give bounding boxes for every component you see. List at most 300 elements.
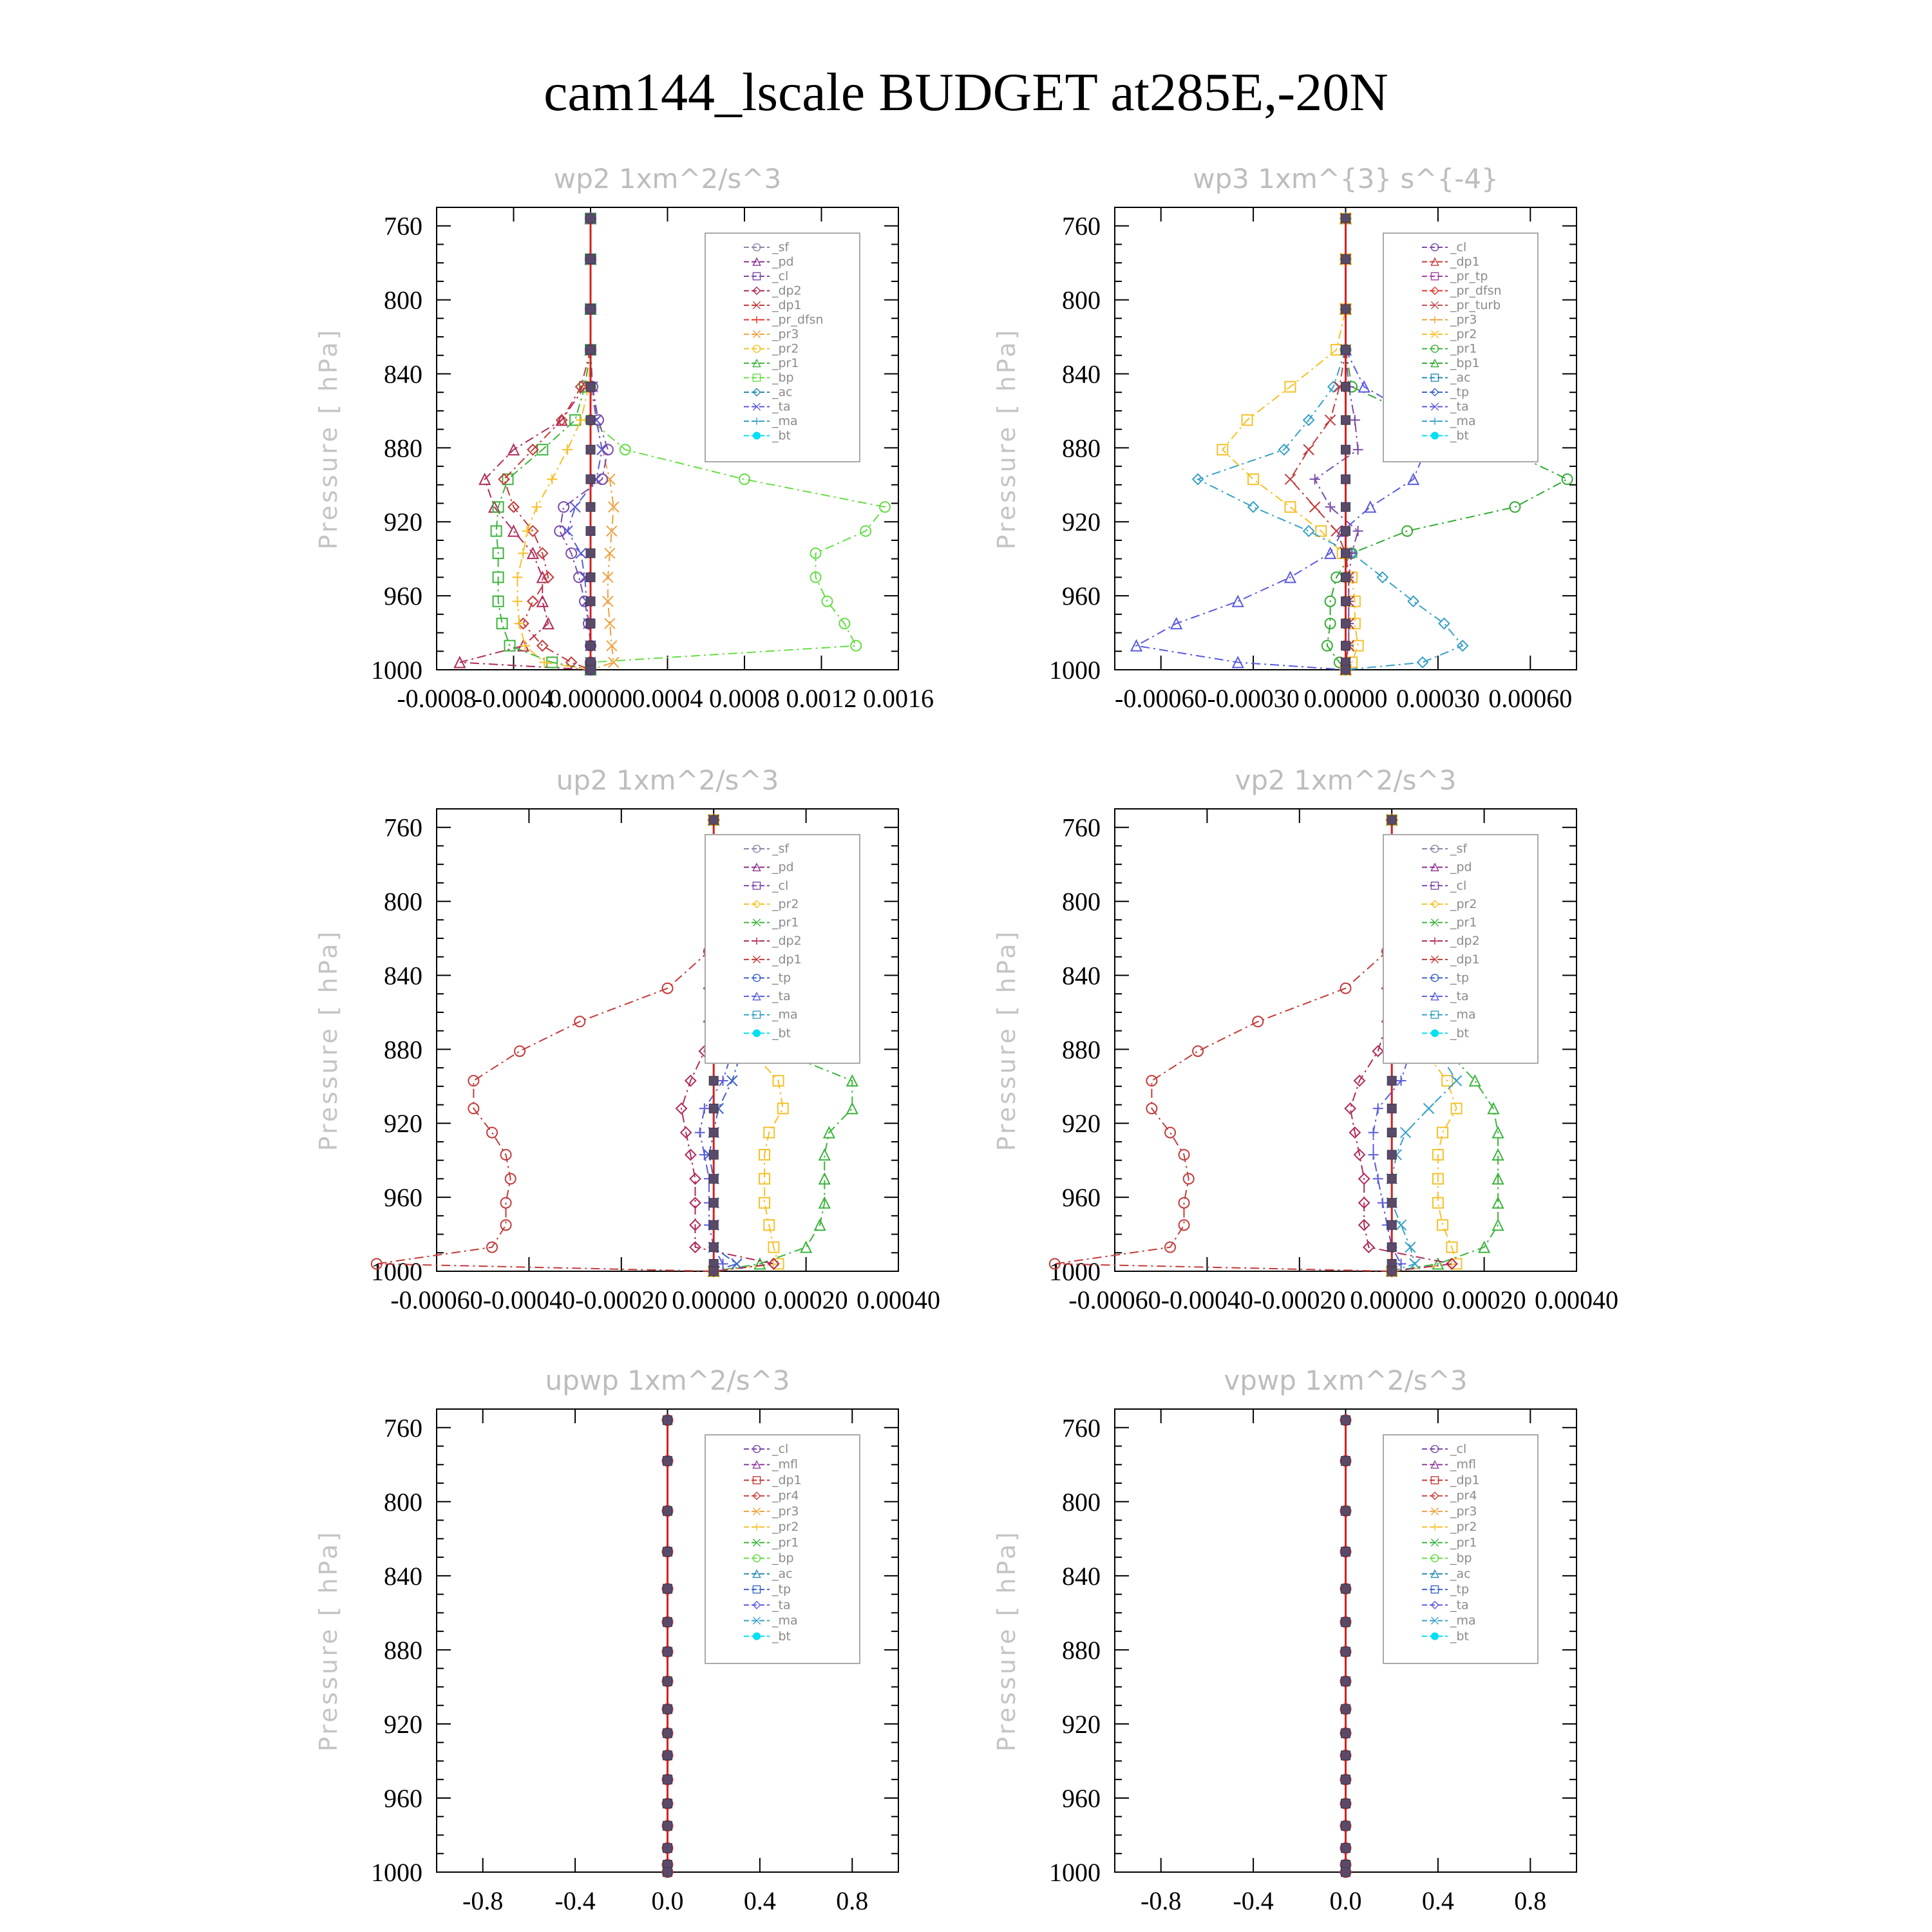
y-tick-label: 840 — [384, 359, 422, 389]
x-tick-label: 0.00000 — [672, 1285, 756, 1314]
legend-label: _pr3 — [1450, 1504, 1477, 1519]
zero-marker — [1341, 1647, 1350, 1656]
x-tick-label: 0.8 — [836, 1886, 869, 1915]
data-point — [801, 1242, 811, 1253]
legend-label: _pr2 — [772, 1520, 799, 1535]
y-axis-label: Pressure [ hPa] — [314, 929, 343, 1151]
legend-label: _bt — [772, 1629, 791, 1643]
legend-label: _cl — [1450, 878, 1467, 893]
legend-marker — [1431, 1029, 1439, 1037]
series-line — [460, 218, 591, 670]
x-tick-label: 0.8 — [1514, 1886, 1547, 1915]
zero-marker — [586, 597, 595, 606]
zero-marker — [709, 1243, 718, 1252]
legend-label: _pr1 — [1450, 1535, 1477, 1550]
legend-label: _cl — [772, 269, 789, 283]
panel-title: vpwp 1xm^2/s^3 — [1224, 1365, 1468, 1396]
x-tick-label: -0.00020 — [575, 1285, 668, 1314]
legend-label: _pr1 — [772, 915, 799, 930]
data-point — [1562, 474, 1573, 484]
legend-label: _ta — [772, 399, 791, 414]
zero-marker — [709, 1174, 718, 1183]
data-point — [1353, 444, 1363, 455]
zero-marker — [1341, 573, 1350, 582]
data-point — [1303, 444, 1314, 455]
legend-label: _ma — [772, 1007, 798, 1022]
data-point — [1353, 526, 1363, 536]
data-point — [603, 444, 613, 455]
zero-marker — [663, 1416, 672, 1425]
legend-label: _dp2 — [1450, 934, 1480, 949]
data-point — [699, 1150, 710, 1160]
legend-label: _ta — [772, 989, 791, 1004]
panel-1 — [314, 163, 934, 713]
y-tick-label: 1000 — [1049, 1858, 1101, 1887]
data-point — [531, 502, 542, 512]
legend-label: _pd — [1450, 860, 1472, 875]
legend-marker — [1431, 432, 1439, 440]
legend-label: _pr_tp — [1450, 269, 1488, 283]
data-point — [1401, 1128, 1411, 1138]
legend-label: _bt — [772, 428, 791, 443]
zero-marker — [709, 1150, 718, 1159]
legend-label: _pr3 — [772, 327, 799, 341]
legend — [1383, 233, 1538, 462]
legend-label: _pr2 — [772, 341, 799, 356]
panel-6 — [992, 1365, 1577, 1915]
zero-marker — [1341, 1868, 1350, 1877]
data-point — [527, 596, 538, 607]
x-tick-label: -0.0008 — [397, 684, 477, 713]
legend-label: _pr1 — [772, 1535, 799, 1550]
legend-label: _ta — [1450, 1598, 1469, 1613]
legend-label: _sf — [772, 842, 790, 856]
y-tick-label: 1000 — [1049, 656, 1101, 685]
data-point — [1424, 1103, 1434, 1113]
data-point — [695, 1128, 705, 1138]
y-axis-label: Pressure [ hPa] — [992, 327, 1021, 550]
data-point — [1353, 641, 1363, 651]
legend-label: _tp — [1450, 971, 1470, 985]
legend-label: _tp — [772, 971, 791, 985]
zero-marker — [1341, 1547, 1350, 1556]
y-tick-label: 920 — [384, 507, 422, 537]
y-tick-label: 960 — [384, 1783, 422, 1813]
legend-label: _mfl — [1450, 1457, 1476, 1472]
legend-label: _pr2 — [1450, 1520, 1477, 1535]
series-line — [1291, 218, 1349, 670]
zero-marker — [1387, 1076, 1396, 1085]
zero-marker — [1341, 1844, 1350, 1853]
zero-marker — [1341, 345, 1350, 354]
zero-marker — [586, 665, 595, 674]
zero-marker — [663, 1821, 672, 1830]
zero-marker — [1341, 1618, 1350, 1627]
legend-label: _ta — [1450, 989, 1469, 1004]
data-point — [1378, 1198, 1388, 1208]
series-line — [1055, 820, 1392, 1271]
zero-marker — [586, 502, 595, 511]
zero-marker — [663, 1647, 672, 1656]
data-point — [1437, 1128, 1448, 1138]
legend-label: _pr4 — [1450, 1488, 1477, 1503]
legend-label: _dp2 — [772, 934, 802, 949]
zero-marker — [1341, 1584, 1350, 1593]
x-tick-label: 0.00000 — [1303, 684, 1388, 713]
y-tick-label: 840 — [384, 961, 422, 990]
zero-marker — [663, 1868, 672, 1877]
legend — [705, 835, 860, 1063]
y-tick-label: 840 — [384, 1561, 422, 1591]
legend-label: _pr3 — [772, 1504, 799, 1519]
x-tick-label: -0.00040 — [1160, 1285, 1254, 1314]
panel-title: wp2 1xm^2/s^3 — [553, 163, 782, 194]
legend — [705, 1435, 860, 1663]
x-tick-label: 0.0008 — [709, 684, 780, 713]
y-tick-label: 800 — [384, 1487, 422, 1517]
legend-label: _ma — [772, 1613, 798, 1628]
y-tick-label: 920 — [384, 1109, 422, 1139]
legend-label: _ma — [772, 414, 798, 428]
y-axis-label: Pressure [ hPa] — [992, 1530, 1021, 1752]
y-tick-label: 880 — [384, 1635, 422, 1665]
legend — [705, 233, 860, 462]
data-point — [514, 618, 524, 629]
x-tick-label: 0.4 — [1421, 1886, 1454, 1915]
panel-title: vp2 1xm^2/s^3 — [1235, 764, 1457, 796]
zero-marker — [1387, 1150, 1396, 1159]
zero-marker — [586, 573, 595, 582]
zero-marker — [1341, 665, 1350, 674]
data-point — [576, 415, 586, 425]
zero-marker — [1341, 445, 1350, 454]
data-point — [1345, 1103, 1356, 1113]
y-tick-label: 800 — [1062, 285, 1101, 315]
zero-marker — [586, 345, 595, 354]
legend-label: _ac — [1450, 370, 1471, 385]
zero-marker — [1341, 305, 1350, 314]
data-point — [1303, 526, 1314, 536]
x-tick-label: 0.0004 — [632, 684, 703, 713]
legend-label: _pd — [772, 860, 794, 875]
panel-3 — [314, 764, 940, 1314]
legend-marker — [753, 432, 761, 440]
legend-label: _pr2 — [772, 896, 799, 911]
legend-label: _bp1 — [1450, 356, 1480, 370]
data-point — [1405, 1242, 1416, 1253]
legend-label: _pr1 — [1450, 341, 1477, 356]
zero-marker — [1341, 1751, 1350, 1760]
data-point — [1396, 1220, 1406, 1230]
series-line — [377, 820, 714, 1271]
data-point — [1439, 618, 1449, 629]
zero-marker — [586, 549, 595, 558]
x-tick-label: 0.4 — [743, 1886, 776, 1915]
legend-label: _dp1 — [772, 298, 802, 312]
data-point — [1325, 415, 1336, 425]
zero-marker — [1341, 383, 1350, 392]
panel-2 — [992, 163, 1577, 713]
zero-marker — [1341, 597, 1350, 606]
x-tick-label: -0.00030 — [1207, 684, 1300, 713]
legend — [1383, 835, 1538, 1063]
zero-marker — [1341, 1821, 1350, 1830]
panel-title: up2 1xm^2/s^3 — [556, 764, 779, 796]
y-tick-label: 920 — [384, 1709, 422, 1739]
zero-marker — [1341, 214, 1350, 223]
zero-marker — [663, 1457, 672, 1466]
y-tick-label: 920 — [1062, 1709, 1101, 1739]
data-point — [1248, 502, 1258, 512]
y-tick-label: 760 — [384, 813, 422, 842]
figure-title: cam144_lscale BUDGET at285E,-20N — [544, 62, 1388, 122]
data-point — [727, 1075, 737, 1086]
legend-label: _ma — [1450, 1613, 1476, 1628]
zero-marker — [1341, 549, 1350, 558]
y-tick-label: 960 — [384, 1183, 422, 1213]
legend-label: _bt — [1450, 1026, 1470, 1041]
y-tick-label: 920 — [1062, 1109, 1101, 1139]
legend-label: _mfl — [772, 1457, 798, 1472]
zero-marker — [709, 1220, 718, 1229]
panel-4 — [992, 764, 1618, 1314]
zero-marker — [1341, 527, 1350, 536]
zero-marker — [663, 1728, 672, 1738]
legend-label: _bt — [772, 1026, 791, 1041]
data-point — [547, 474, 557, 484]
legend-label: _tp — [772, 1582, 791, 1597]
zero-marker — [1387, 1198, 1396, 1208]
y-axis-label: Pressure [ hPa] — [314, 1530, 343, 1752]
y-tick-label: 880 — [384, 433, 422, 463]
data-point — [558, 502, 569, 512]
legend-label: _dp1 — [772, 1473, 802, 1488]
legend-label: _dp2 — [772, 283, 802, 298]
y-tick-label: 760 — [1062, 211, 1101, 241]
data-point — [1310, 474, 1320, 484]
legend-marker — [753, 1029, 761, 1037]
data-point — [1165, 1128, 1175, 1138]
data-point — [537, 641, 547, 651]
x-tick-label: 0.00000 — [1350, 1285, 1434, 1314]
zero-marker — [586, 415, 595, 424]
legend-label: _pr1 — [772, 356, 799, 370]
data-point — [570, 502, 580, 512]
data-point — [487, 1128, 497, 1138]
zero-marker — [586, 641, 595, 650]
zero-marker — [1387, 1128, 1396, 1137]
y-tick-label: 880 — [384, 1035, 422, 1065]
legend-label: _bp — [772, 370, 794, 385]
zero-marker — [663, 1618, 672, 1627]
legend-label: _cl — [772, 878, 789, 893]
zero-marker — [709, 1198, 718, 1208]
data-point — [1373, 1173, 1383, 1184]
legend-label: _pr2 — [1450, 896, 1477, 911]
y-axis-label: Pressure [ hPa] — [314, 327, 343, 550]
legend-label: _pr_dfsn — [1450, 283, 1502, 298]
data-point — [576, 548, 586, 558]
y-tick-label: 840 — [1062, 961, 1101, 990]
y-tick-label: 920 — [1062, 507, 1101, 537]
zero-marker — [1341, 1799, 1350, 1808]
x-tick-label: -0.8 — [1141, 1886, 1182, 1915]
y-tick-label: 960 — [384, 582, 422, 611]
panel-5 — [314, 1365, 898, 1915]
zero-marker — [1341, 254, 1350, 263]
legend-label: _pr1 — [1450, 915, 1477, 930]
legend-label: _dp1 — [1450, 254, 1480, 269]
x-tick-label: 0.00040 — [857, 1285, 940, 1314]
zero-marker — [1341, 619, 1350, 628]
legend-label: _cl — [1450, 1442, 1467, 1456]
y-tick-label: 840 — [1062, 359, 1101, 389]
zero-marker — [1387, 1104, 1396, 1113]
data-point — [739, 474, 750, 484]
legend-label: _ma — [1450, 414, 1476, 428]
data-point — [718, 1075, 728, 1086]
x-tick-label: 0.00040 — [1535, 1285, 1618, 1314]
zero-marker — [1341, 475, 1350, 484]
legend-label: _ta — [772, 1598, 791, 1613]
zero-marker — [709, 1128, 718, 1137]
x-tick-label: -0.4 — [1233, 1886, 1274, 1915]
zero-marker — [1341, 502, 1350, 511]
x-tick-label: -0.00020 — [1253, 1285, 1346, 1314]
legend-marker — [1431, 1633, 1439, 1640]
zero-marker — [586, 445, 595, 454]
series-line — [1137, 218, 1426, 670]
data-point — [518, 548, 528, 558]
zero-marker — [586, 254, 595, 263]
y-tick-label: 880 — [1062, 433, 1101, 463]
y-tick-label: 880 — [1062, 1035, 1101, 1065]
legend-label: _dp1 — [1450, 1473, 1480, 1488]
zero-marker — [1341, 1677, 1350, 1686]
legend-label: _bp — [772, 1551, 794, 1566]
zero-marker — [709, 1076, 718, 1085]
zero-marker — [586, 619, 595, 628]
x-tick-label: 0.0012 — [786, 684, 857, 713]
legend-label: _bt — [1450, 1629, 1470, 1643]
y-tick-label: 800 — [384, 285, 422, 315]
data-point — [699, 1103, 710, 1113]
zero-marker — [709, 1267, 718, 1276]
x-tick-label: -0.00040 — [482, 1285, 576, 1314]
legend-label: _sf — [772, 240, 790, 254]
panel-title: wp3 1xm^{3} s^{-4} — [1193, 163, 1499, 194]
x-tick-label: -0.0004 — [473, 684, 554, 713]
legend-label: _tp — [1450, 385, 1470, 399]
zero-marker — [1341, 1457, 1350, 1466]
x-tick-label: -0.4 — [554, 1886, 596, 1915]
legend-label: _tp — [1450, 1582, 1470, 1597]
series-line — [1315, 218, 1358, 670]
data-point — [1410, 1259, 1420, 1269]
legend-label: _pr2 — [1450, 327, 1477, 341]
zero-marker — [1341, 1416, 1350, 1425]
y-tick-label: 880 — [1062, 1635, 1101, 1665]
data-point — [1437, 1220, 1448, 1230]
y-tick-label: 800 — [1062, 1487, 1101, 1517]
x-tick-label: -0.00060 — [1115, 684, 1208, 713]
y-tick-label: 760 — [384, 211, 422, 241]
y-tick-label: 960 — [1062, 1183, 1101, 1213]
data-point — [819, 1150, 829, 1160]
x-tick-label: 0.00020 — [1442, 1285, 1526, 1314]
legend-label: _cl — [1450, 240, 1467, 254]
data-point — [759, 1198, 770, 1208]
zero-marker — [1387, 1220, 1396, 1229]
zero-marker — [709, 815, 718, 824]
x-tick-label: 0.00060 — [1488, 684, 1573, 713]
data-point — [1350, 415, 1360, 425]
legend-marker — [753, 1633, 761, 1640]
zero-marker — [663, 1775, 672, 1784]
legend — [1383, 1435, 1538, 1663]
legend-label: _pr_turb — [1450, 298, 1501, 312]
y-tick-label: 1000 — [371, 656, 422, 685]
zero-marker — [1387, 815, 1396, 824]
y-tick-label: 760 — [384, 1413, 422, 1443]
zero-marker — [586, 383, 595, 392]
series-line — [1222, 218, 1358, 670]
data-point — [512, 572, 522, 582]
data-point — [1233, 596, 1243, 607]
x-tick-label: 0.0016 — [863, 684, 934, 713]
y-tick-label: 1000 — [371, 1858, 422, 1887]
legend-label: _bt — [1450, 428, 1470, 443]
data-point — [1373, 1103, 1383, 1113]
x-tick-label: 0.00020 — [764, 1285, 848, 1314]
legend-label: _ac — [1450, 1566, 1471, 1581]
legend-label: _pr_dfsn — [772, 312, 824, 327]
zero-marker — [663, 1751, 672, 1760]
zero-marker — [663, 1506, 672, 1515]
legend-label: _pr4 — [772, 1488, 799, 1503]
y-axis-label: Pressure [ hPa] — [992, 929, 1021, 1151]
x-tick-label: -0.00060 — [390, 1285, 483, 1314]
zero-marker — [709, 1104, 718, 1113]
y-tick-label: 1000 — [371, 1257, 422, 1286]
zero-marker — [586, 305, 595, 314]
legend-label: _ac — [772, 385, 793, 399]
legend-label: _ta — [1450, 399, 1469, 414]
legend-label: _sf — [1450, 842, 1468, 856]
zero-marker — [586, 214, 595, 223]
zero-marker — [1387, 1267, 1396, 1276]
zero-marker — [663, 1677, 672, 1686]
data-point — [512, 596, 522, 607]
y-tick-label: 800 — [1062, 887, 1101, 916]
x-tick-label: 0.0 — [651, 1886, 684, 1915]
legend-label: _pr3 — [1450, 312, 1477, 327]
zero-marker — [1341, 1775, 1350, 1784]
zero-marker — [1387, 1243, 1396, 1252]
y-tick-label: 840 — [1062, 1561, 1101, 1591]
y-tick-label: 800 — [384, 887, 422, 916]
data-point — [515, 1046, 525, 1056]
data-point — [1368, 1128, 1379, 1138]
legend-label: _dp1 — [1450, 952, 1480, 967]
legend-label: _bp — [1450, 1551, 1472, 1566]
y-tick-label: 960 — [1062, 1783, 1101, 1813]
x-tick-label: 0.0 — [1329, 1886, 1362, 1915]
panel-title: upwp 1xm^2/s^3 — [545, 1365, 790, 1396]
zero-marker — [1341, 1705, 1350, 1714]
legend-label: _ac — [772, 1566, 793, 1581]
legend-label: _ma — [1450, 1007, 1476, 1022]
